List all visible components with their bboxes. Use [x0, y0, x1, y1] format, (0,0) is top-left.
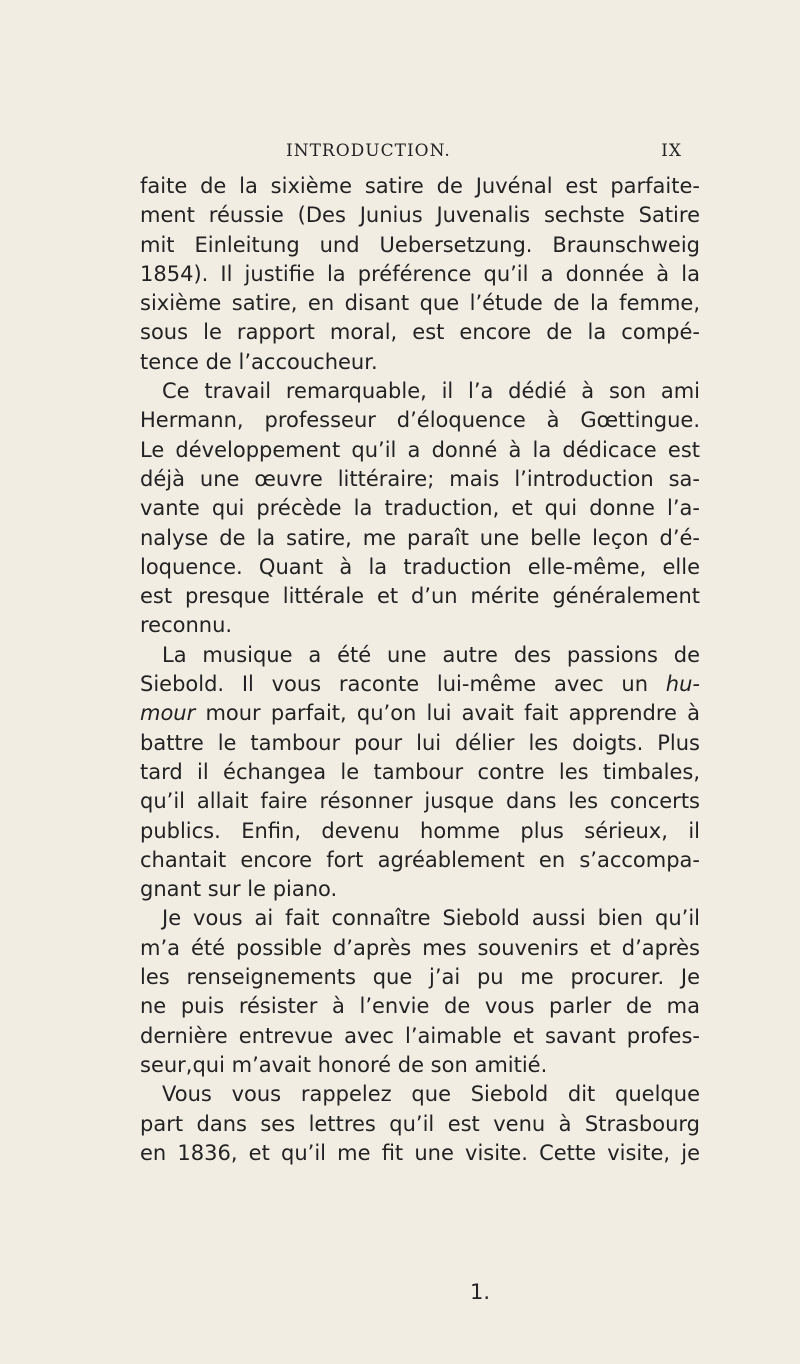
text-line: en 1836, et qu’il me fit une visite. Cette visite, je — [140, 1140, 700, 1165]
text-line: seur,qui m’avait honoré de son amitié. — [140, 1052, 548, 1077]
text-line: ne puis résister à l’envie de vous parler de ma — [140, 994, 700, 1019]
text-line: loquence. Quant à la traduction elle-même, elle — [140, 554, 700, 579]
body-text — [140, 172, 700, 1168]
text-line: Ce travail remarquable, il l’a dédié à son ami — [162, 379, 700, 404]
text-line: battre le tambour pour lui délier les doigts. Plus — [140, 730, 700, 755]
text-line: La musique a été une autre des passions de — [162, 642, 700, 667]
text-line: sixième satire, en disant que l’étude de la femme, — [140, 291, 700, 316]
text-line: dernière entrevue avec l’aimable et savant profes- — [140, 1023, 700, 1048]
text-line: déjà une œuvre littéraire; mais l’introduction sa- — [140, 466, 700, 491]
text-line: chantait encore fort agréablement en s’accompa- — [140, 847, 700, 872]
text-line: m’a été possible d’après mes souvenirs et d’après — [140, 935, 700, 960]
text-line: reconnu. — [140, 613, 233, 638]
text-line: Hermann, professeur d’éloquence à Gœttingue. — [140, 408, 700, 433]
running-head — [286, 141, 682, 165]
text-segment: mour parfait, qu’on lui avait fait apprendre à — [205, 701, 700, 726]
text-line-with-italic — [140, 699, 700, 728]
text-line: tence de l’accoucheur. — [140, 349, 378, 374]
page-number: IX — [661, 141, 682, 161]
text-line: part dans ses lettres qu’il est venu à Strasbourg — [140, 1111, 700, 1136]
text-line: Le développement qu’il a donné à la dédicace est — [140, 437, 700, 462]
italic-word: hu- — [665, 672, 700, 697]
text-line: faite de la sixième satire de Juvénal est parfaite- — [140, 174, 700, 198]
text-line: vante qui précède la traduction, et qui donne l’a- — [140, 496, 700, 521]
text-line: nalyse de la satire, me paraît une belle leçon d’é- — [140, 525, 700, 550]
text-segment: Siebold. Il vous raconte lui-même avec un — [140, 672, 649, 697]
text-line: sous le rapport moral, est encore de la compé- — [140, 320, 700, 345]
text-line: mit Einleitung und Uebersetzung. Braunschweig — [140, 232, 700, 257]
text-line: 1854). Il justifie la préférence qu’il a donnée à la — [140, 261, 700, 286]
text-line: gnant sur le piano. — [140, 877, 338, 902]
text-line: est presque littérale et d’un mérite généralement — [140, 584, 700, 609]
text-line: ment réussie (Des Junius Juvenalis sechste Satire — [140, 203, 700, 228]
text-line: publics. Enfin, devenu homme plus sérieux, il — [140, 818, 700, 843]
running-head-title: INTRODUCTION. — [286, 141, 451, 161]
text-line-with-italic — [140, 670, 700, 699]
text-line: Vous vous rappelez que Siebold dit quelque — [162, 1082, 700, 1107]
text-line: les renseignements que j’ai pu me procurer. Je — [140, 965, 700, 990]
text-line: qu’il allait faire résonner jusque dans les concerts — [140, 789, 700, 814]
italic-word: mour — [140, 701, 196, 726]
signature-mark: 1. — [470, 1280, 491, 1304]
text-line: tard il échangea le tambour contre les timbales, — [140, 759, 700, 784]
text-line: Je vous ai fait connaître Siebold aussi bien qu’il — [162, 906, 700, 931]
